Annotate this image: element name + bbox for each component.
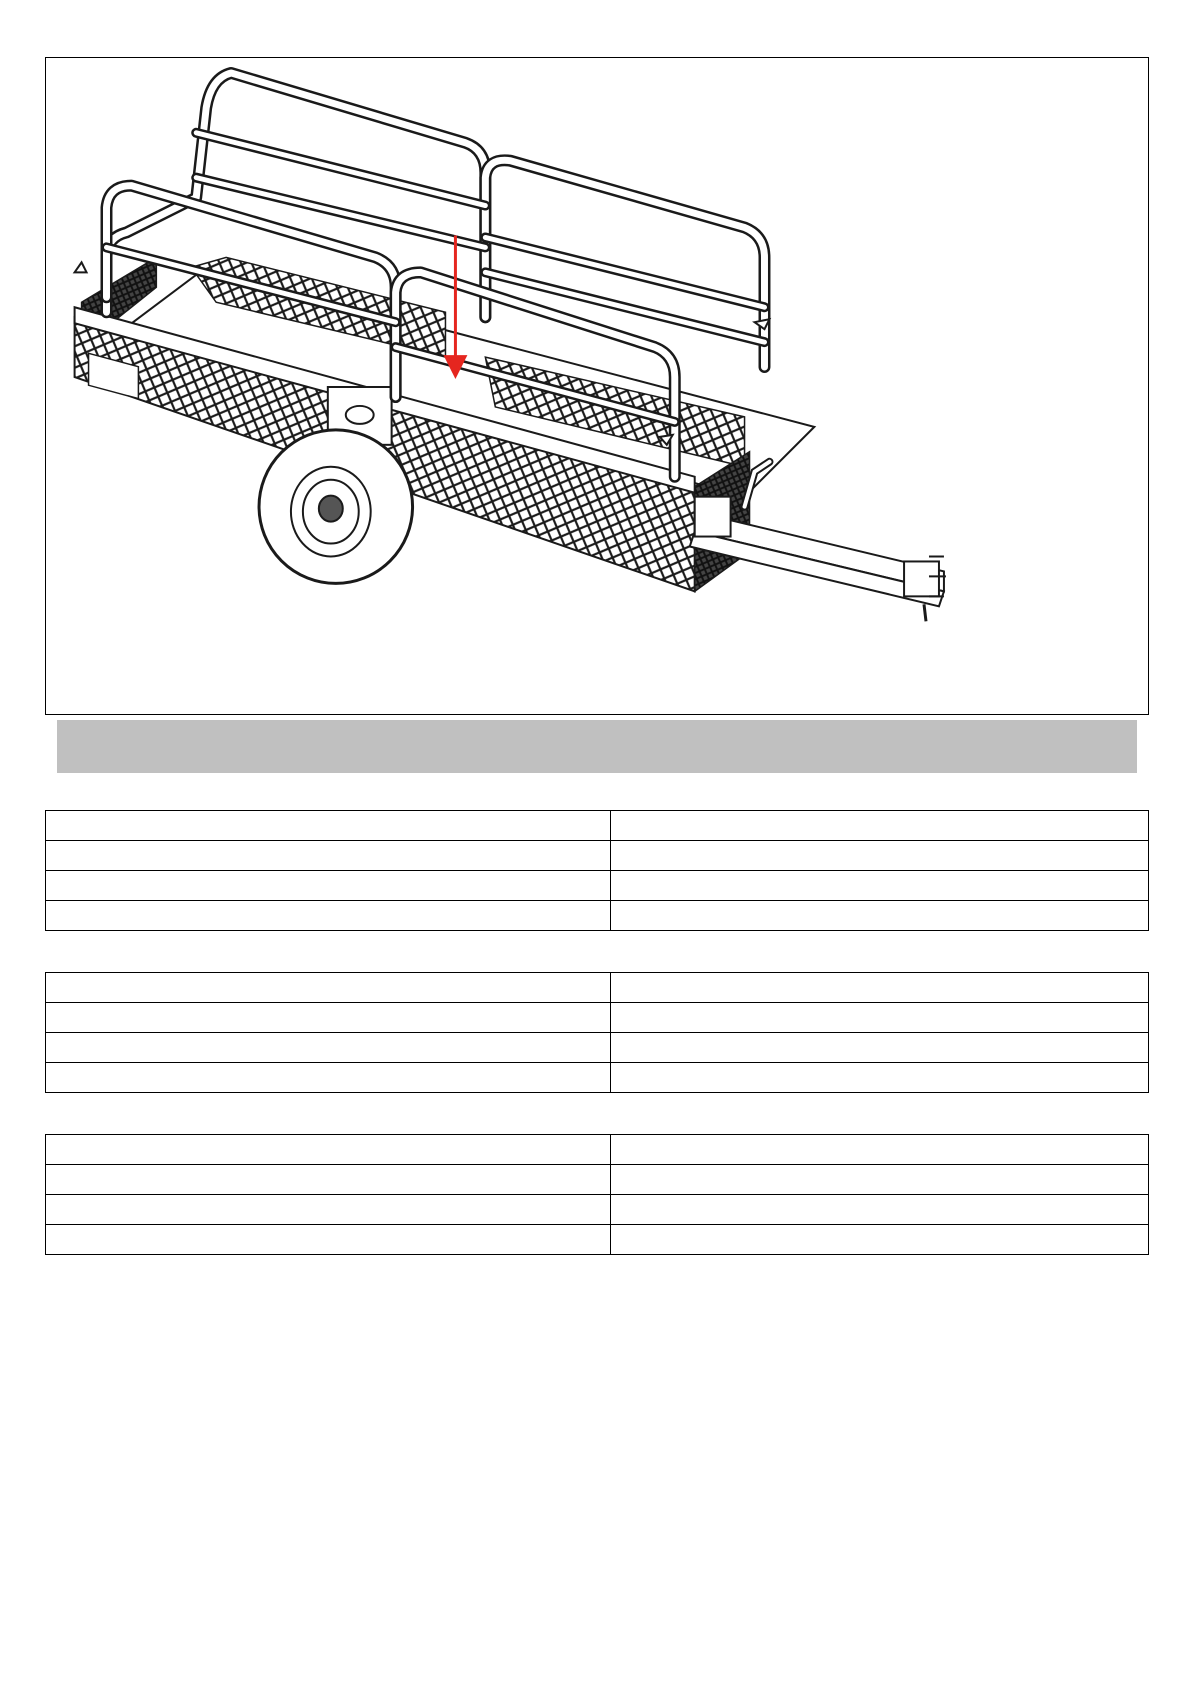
trailer-cart-drawing-icon (46, 58, 1148, 714)
table-cell (610, 1165, 1149, 1195)
table-cell (46, 1165, 611, 1195)
table-row (46, 1033, 1149, 1063)
table-cell (46, 973, 611, 1003)
table-cell (610, 841, 1149, 871)
table-cell (46, 1003, 611, 1033)
table-cell (46, 1063, 611, 1093)
table-cell (46, 841, 611, 871)
table-cell (46, 1225, 611, 1255)
table-cell (46, 1135, 611, 1165)
table-row (46, 1195, 1149, 1225)
table-row (46, 901, 1149, 931)
table-cell (610, 901, 1149, 931)
table-row (46, 973, 1149, 1003)
table-row (46, 811, 1149, 841)
table-cell (46, 811, 611, 841)
table-cell (610, 1063, 1149, 1093)
table-row (46, 1063, 1149, 1093)
table-cell (610, 1003, 1149, 1033)
table-row (46, 871, 1149, 901)
table-cell (46, 1195, 611, 1225)
table-cell (46, 901, 611, 931)
table-cell (610, 811, 1149, 841)
table-cell (610, 871, 1149, 901)
section-banner (57, 720, 1137, 773)
spec-table-1 (45, 810, 1149, 931)
table-cell (610, 1195, 1149, 1225)
table-cell (610, 1225, 1149, 1255)
table-cell (46, 1033, 611, 1063)
spec-table-3 (45, 1134, 1149, 1255)
table-cell (610, 1033, 1149, 1063)
assembly-figure (45, 57, 1149, 715)
table-row (46, 1165, 1149, 1195)
table-row (46, 841, 1149, 871)
spec-table-2 (45, 972, 1149, 1093)
table-cell (610, 1135, 1149, 1165)
table-row (46, 1135, 1149, 1165)
table-row (46, 1225, 1149, 1255)
table-cell (610, 973, 1149, 1003)
table-cell (46, 871, 611, 901)
table-row (46, 1003, 1149, 1033)
